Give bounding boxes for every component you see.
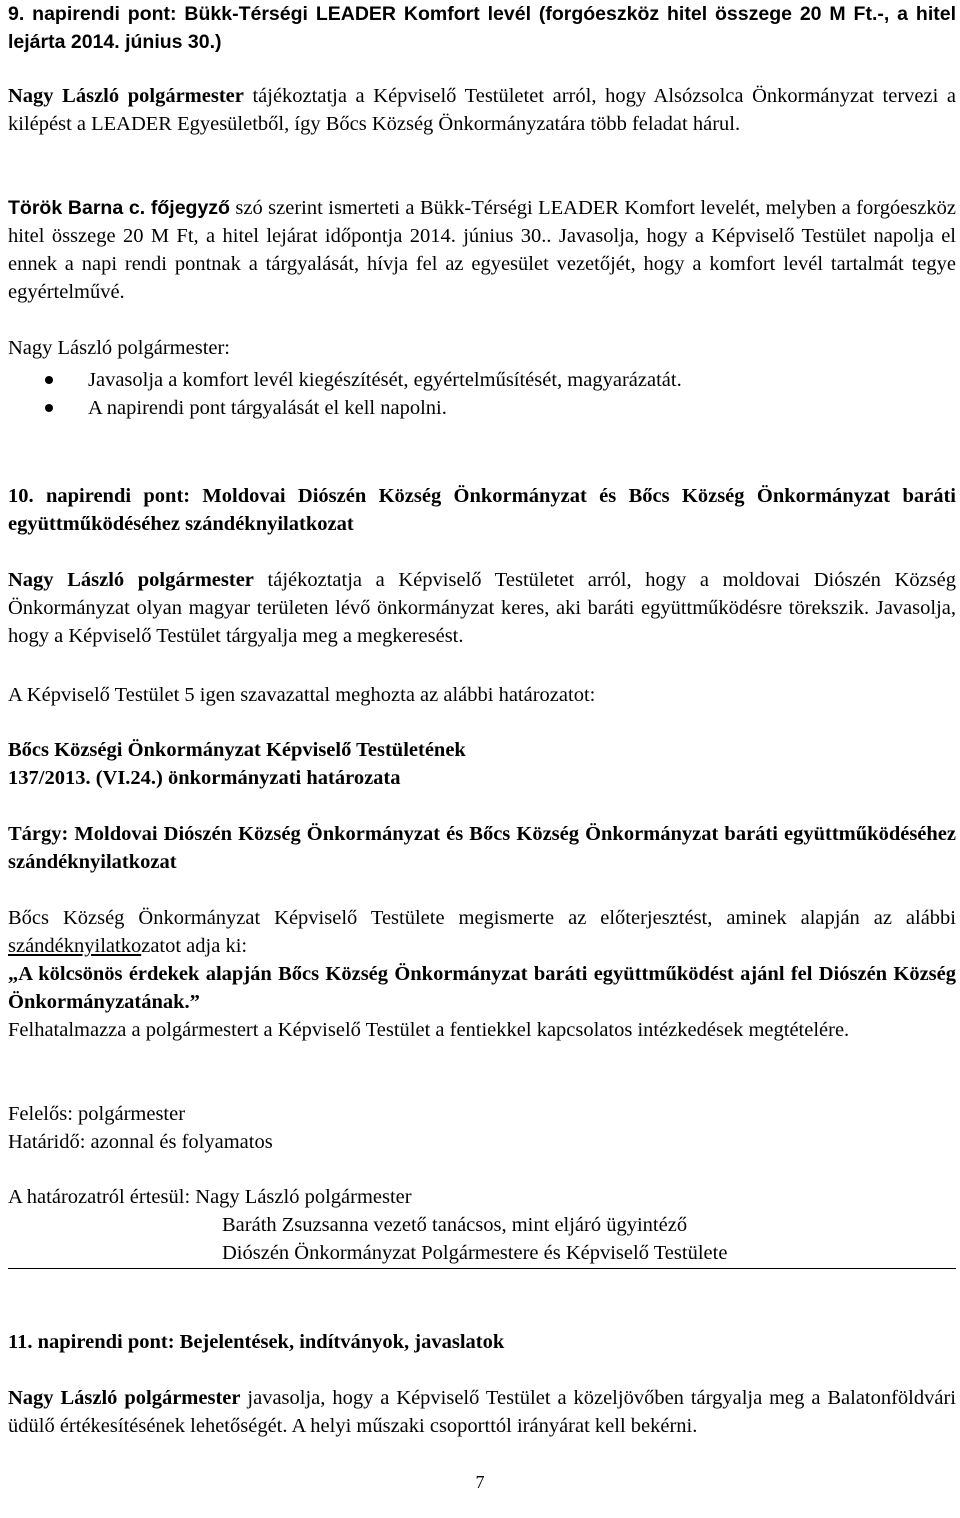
- section-9-paragraph-1: [8, 82, 956, 138]
- bullet-item: Javasolja a komfort levél kiegészítését, egyértelműsítését, magyarázatát.: [8, 366, 956, 394]
- heading-text: 9. napirendi pont: Bükk-Térségi LEADER Komfort levél (forgóeszköz hitel összege 20 M Ft.-, a hitel lejárta 2014. június 30.): [8, 3, 956, 53]
- resolution-quote: „A kölcsönös érdekek alapján Bőcs Község Önkormányzat baráti együttműködést ajánl fel Diószén Község Önkormányzatának.”: [8, 963, 956, 1013]
- heading-text: 11. napirendi pont: Bejelentések, indítványok, javaslatok: [8, 1331, 505, 1353]
- section-9-paragraph-2: [8, 194, 956, 306]
- section-9-heading: [8, 0, 956, 56]
- section-9-speaker-label: [8, 334, 956, 362]
- notification-list: A határozatról értesül: Nagy László polgármester Baráth Zsuzsanna vezető tanácsos, mint eljáró ügyintéző Diószén Önkormányzat Polgármestere és Képviselő Testülete: [8, 1186, 728, 1264]
- paragraph-text: tájékoztatja a Képviselő Testületet arról, hogy Alsózsolca Önkormányzat tervezi a kilépést a LEADER Egyesületből, így Bőcs Község Önkormányzatára több feladat hárul.: [8, 85, 957, 135]
- resolution-title: Bőcs Községi Önkormányzat Képviselő Testületének 137/2013. (VI.24.) önkormányzati határozata: [8, 739, 466, 789]
- bullet-item: A napirendi pont tárgyalását el kell napolni.: [8, 394, 956, 422]
- paragraph-text: szó szerint ismerteti a Bükk-Térségi LEADER Komfort levelét, melyben a forgóeszköz hitel összege 20 M Ft, a hitel lejárat időpontja 2014. június 30..: [8, 197, 956, 247]
- section-9-bullet-list: [8, 366, 956, 422]
- paragraph-text-continued: Javasolja, hogy a Képviselő Testület napolja el ennek a napi rendi pontnak a tárgyalását, hívja fel az egyesület vezetőjét, hogy a komfort levél tartalmát tegye egyértelművé.: [8, 225, 956, 303]
- resolution-body: Bőcs Község Önkormányzat Képviselő Testülete megismerte az előterjesztést, aminek alapján az alábbi szándéknyilatkozatot adja ki:: [8, 907, 956, 957]
- section-10-paragraph-1: [8, 566, 956, 650]
- speaker-name: Nagy László polgármester: [8, 1387, 241, 1409]
- heading-text: 10. napirendi pont: Moldovai Diószén Község Önkormányzat és Bőcs Község Önkormányzat baráti együttműködéséhez szándéknyilatkozat: [8, 485, 956, 535]
- resolution-responsible: Felelős: polgármester Határidő: azonnal és folyamatos: [8, 1103, 273, 1153]
- speaker-label: Nagy László polgármester:: [8, 337, 231, 359]
- vote-statement: A Képviselő Testület 5 igen szavazattal meghozta az alábbi határozatot:: [8, 684, 596, 706]
- page-number: 7: [475, 1472, 485, 1492]
- section-11-paragraph-1: [8, 1384, 956, 1440]
- speaker-name: Török Barna c. főjegyző: [8, 197, 230, 219]
- paragraph-text: javasolja, hogy a Képviselő Testület a közeljövőben tárgyalja meg a Balatonföldvári üdülő értékesítésének lehetőségét. A helyi műszaki csoporttól irányárat kell bekérni.: [8, 1387, 957, 1437]
- section-11-heading: [8, 1328, 956, 1356]
- resolution-subject: Tárgy: Moldovai Diószén Község Önkormányzat és Bőcs Község Önkormányzat baráti együttműködéséhez szándéknyilatkozat: [8, 823, 956, 873]
- bullet-icon: [45, 404, 53, 412]
- horizontal-divider: [8, 1268, 956, 1269]
- speaker-name: Nagy László polgármester: [8, 85, 244, 107]
- bullet-icon: [45, 376, 53, 384]
- paragraph-text: tájékoztatja a Képviselő Testületet arról, hogy a moldovai Diószén Község Önkormányzat olyan magyar területen lévő önkormányzat keres, aki baráti együttműködésre törekszik. Javasolja, hogy a Képviselő Testület tárgyalja meg a megkeresést.: [8, 569, 957, 647]
- speaker-name: Nagy László polgármester: [8, 569, 254, 591]
- section-10-heading: [8, 482, 956, 538]
- resolution-authorization: Felhatalmazza a polgármestert a Képviselő Testület a fentiekkel kapcsolatos intézkedések megtételére.: [8, 1019, 850, 1041]
- resolution-deadline: Határidő: azonnal és folyamatos: [8, 1131, 273, 1153]
